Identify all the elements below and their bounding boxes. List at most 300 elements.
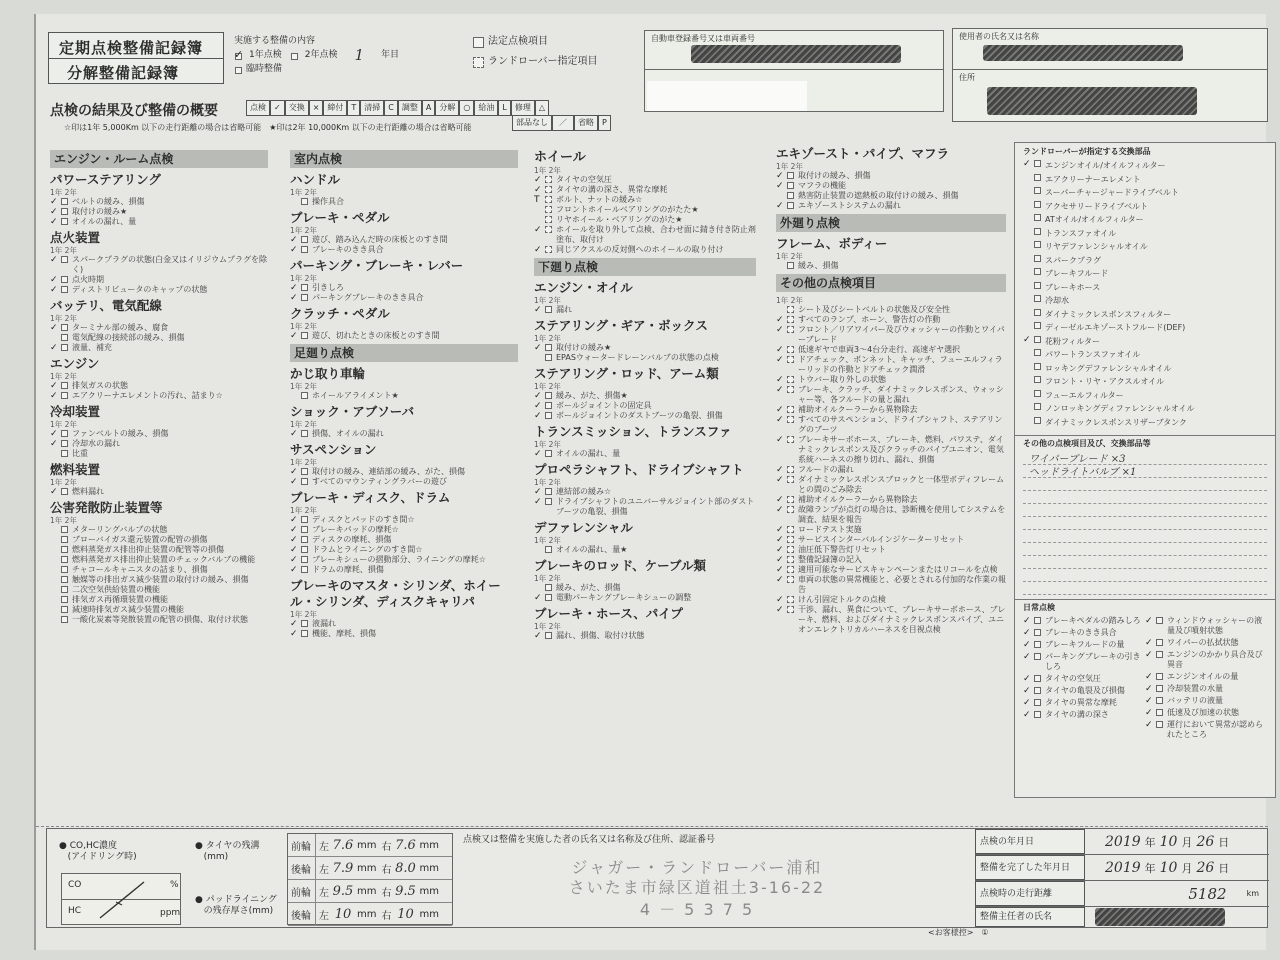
check-item [290, 391, 518, 401]
code-adjust-sym: A [422, 100, 435, 116]
check-item [290, 525, 518, 535]
column-wheel [534, 150, 756, 644]
check-item [290, 619, 518, 629]
check-mark-icon: ✓ [534, 175, 542, 185]
check-item [534, 411, 756, 421]
redaction-owner [983, 45, 1183, 61]
check-item [1023, 375, 1267, 389]
checkbox [1034, 699, 1041, 706]
year-header: 1年 2年 [50, 314, 77, 323]
item-label: トウバー取り外しの状態 [798, 375, 886, 384]
lr-label: ランドローバー指定項目 [488, 56, 598, 67]
item-label: 取付けの緩み★ [72, 207, 128, 216]
year-header: 1年 2年 [50, 188, 77, 197]
checkbox [545, 594, 552, 601]
checkbox [301, 556, 308, 563]
checkbox [301, 294, 308, 301]
check-mark-icon: ✓ [534, 631, 542, 641]
check-mark-icon: ✓ [776, 315, 784, 325]
check-mark-icon: ✓ [290, 293, 298, 303]
item-label: ATオイル/オイルフィルター [1045, 215, 1144, 224]
lr-checkbox [473, 57, 484, 68]
check-item [50, 575, 268, 585]
check-item [50, 595, 268, 605]
check-item [776, 545, 1006, 555]
check-mark-icon: ✓ [290, 535, 298, 545]
section-header: ホイール [534, 150, 586, 165]
checkbox [545, 354, 552, 361]
code-noparts: 部品なし [512, 115, 552, 131]
check-item [1023, 200, 1267, 214]
legend-title: 点検の結果及び整備の概要 [50, 103, 218, 119]
checkbox [787, 346, 794, 353]
checkbox [545, 196, 552, 203]
item-label: ブレーキ、クラッチ、ダイナミックレスポンス、ウォッシャー等、各フルードの量と漏れ [798, 385, 1004, 404]
checkbox [1156, 651, 1163, 658]
item-label: 比重 [72, 449, 88, 458]
checkbox [787, 416, 794, 423]
check-mark-icon: ✓ [290, 477, 298, 487]
item-label: ロードテスト実施 [798, 525, 862, 534]
check-item [534, 343, 756, 353]
item-label: 液量、補充 [72, 343, 112, 352]
check-mark-icon: ✓ [1145, 696, 1153, 706]
check-item [1023, 640, 1141, 650]
group-title: デファレンシャル [534, 520, 633, 535]
tire-label: ● タイヤの残溝 (mm) [195, 841, 260, 862]
group-title: エンジン [50, 356, 100, 371]
check-group [776, 146, 1006, 211]
check-mark-icon: ✓ [50, 323, 58, 333]
checkbox [1034, 641, 1041, 648]
check-group [50, 172, 268, 227]
year-header: 1年 2年 [290, 382, 317, 391]
item-label: EPASウォータードレーンバルブの状態の点検 [556, 353, 719, 362]
check-item [1145, 696, 1267, 706]
section-header: エンジン・ルーム点検 [50, 150, 268, 168]
axle-label: 前輪 [288, 834, 316, 856]
legend-note: ☆印は1年 5,000Km 以下の走行距離の場合は省略可能 ★印は2年 10,000Km 以下の走行距離の場合は省略可能 [64, 123, 472, 132]
item-label: エンジンのかかり具合及び異音 [1167, 650, 1263, 669]
group-title: ショック・アブソーバ [290, 404, 415, 419]
checkbox [787, 316, 794, 323]
mm-unit: mm [419, 908, 439, 920]
item-label: スパークプラグの状態(白金又はイリジウムプラグを除く) [72, 255, 268, 274]
checkbox [1034, 174, 1041, 181]
measure-row [288, 834, 452, 857]
date2-year: 2019 [1105, 859, 1141, 876]
check-item [50, 439, 268, 449]
check-item [50, 197, 268, 207]
item-label: エアクリーナエレメントの汚れ、詰まり☆ [72, 391, 223, 400]
check-item [534, 205, 756, 215]
check-item [50, 535, 268, 545]
check-mark-icon: T [534, 195, 540, 205]
check-item [1023, 294, 1267, 308]
item-label: ドラムの摩耗、損傷 [312, 565, 384, 574]
group-title: バッテリ、電気配線 [50, 298, 162, 313]
check-item [1023, 281, 1267, 295]
checkbox [1034, 363, 1041, 370]
co-label: CO [68, 880, 82, 890]
check-item [1145, 684, 1267, 694]
check-mark-icon: ✓ [290, 235, 298, 245]
check-item [290, 197, 518, 207]
checkbox [1034, 255, 1041, 262]
check-item [1145, 672, 1267, 682]
check-mark-icon: ✓ [1023, 640, 1031, 650]
year-header: 1年 2年 [776, 162, 803, 171]
right-label: 右 [381, 887, 392, 899]
check-group [290, 490, 518, 575]
check-mark-icon: ✓ [290, 429, 298, 439]
right-value: 7.6 [395, 837, 416, 853]
check-mark-icon: ✓ [776, 171, 784, 181]
item-label: 低速及び加速の状態 [1167, 708, 1240, 717]
check-item [776, 171, 1006, 181]
check-item [50, 605, 268, 615]
check-mark-icon: ✓ [776, 595, 784, 605]
check-group [534, 318, 756, 363]
checkbox [787, 566, 794, 573]
check-item [1145, 616, 1267, 636]
check-group [534, 462, 756, 517]
check-item [534, 449, 756, 459]
date2-month: 10 [1159, 859, 1178, 876]
axle-label: 後輪 [288, 857, 316, 879]
record-sheet [34, 14, 1266, 950]
check-item [50, 449, 268, 459]
mm-unit: mm [419, 839, 439, 851]
check-item [50, 429, 268, 439]
check-mark-icon: ✓ [1023, 710, 1031, 720]
reg-label: 自動車登録番号又は車両番号 [651, 34, 755, 43]
item-label: ドアチェック、ボンネット、キャッチ、フューエルフィラーリッドの作動とドアチェック潤滑 [798, 355, 1003, 374]
item-label: 機能、摩耗、損傷 [312, 629, 376, 638]
shop-name: ジャガー・ランドローバー浦和 [571, 858, 823, 877]
check-item [776, 191, 1006, 201]
checkbox [787, 192, 794, 199]
item-label: トランスファオイル [1045, 228, 1117, 238]
checkbox [301, 468, 308, 475]
checkbox [1034, 675, 1041, 682]
check-mark-icon: ✓ [776, 505, 784, 515]
checkbox [787, 536, 794, 543]
item-label: 熱害防止装置の遮熱板の取付けの緩み、損傷 [798, 191, 959, 200]
check-item [50, 285, 268, 295]
checkbox [787, 386, 794, 393]
check-item [1023, 616, 1141, 626]
item-label: ダイナミックレスポンスブロックと一体型ボディフレームとの間のごみ除去 [798, 475, 1005, 494]
check-mark-icon: ✓ [534, 391, 542, 401]
right-value: 9.5 [395, 883, 416, 899]
checkbox [301, 478, 308, 485]
axle-label: 後輪 [288, 903, 316, 925]
checkbox [787, 496, 794, 503]
check-item [290, 331, 518, 341]
check-item [776, 405, 1006, 415]
check-mark-icon: ✓ [290, 555, 298, 565]
item-label: タイヤの空気圧 [556, 175, 612, 184]
check-group [290, 258, 518, 303]
item-label: けん引固定トルクの点検 [798, 595, 886, 604]
check-mark-icon: ✓ [534, 401, 542, 411]
group-title: ブレーキのマスタ・シリンダ、ホイール・シリンダ、ディスクキャリパ [290, 578, 501, 609]
check-item [1023, 686, 1141, 696]
km-unit: km [1246, 888, 1259, 898]
year-header: 1年 2年 [50, 516, 77, 525]
item-label: ボールジョイントのダストブーツの亀裂、損傷 [556, 411, 723, 420]
checkbox [61, 324, 68, 331]
check-mark-icon: ✓ [776, 325, 784, 335]
check-item [1023, 267, 1267, 281]
item-label: 電動パーキングブレーキシューの調整 [556, 593, 692, 602]
check-item [534, 401, 756, 411]
item-label: 遊び、切れたときの床板とのすき間 [312, 331, 440, 340]
check-mark-icon: ✓ [534, 185, 542, 195]
check-item [290, 535, 518, 545]
check-mark-icon: ✓ [776, 345, 784, 355]
checkbox [545, 206, 552, 213]
item-label: チャコールキャニスタの詰まり、損傷 [72, 565, 208, 574]
item-label: 整備記録簿の記入 [798, 555, 862, 564]
item-label: 燃料漏れ [72, 487, 104, 496]
checkbox [787, 466, 794, 473]
daily-left [1023, 616, 1141, 742]
left-value: 9.5 [332, 883, 354, 899]
check-item [1023, 402, 1267, 416]
check-item [290, 467, 518, 477]
check-item [1023, 674, 1141, 684]
date1-year: 2019 [1105, 833, 1141, 850]
section-header: 室内点検 [290, 150, 518, 168]
left-value: 7.9 [332, 860, 354, 876]
check-group [776, 236, 1006, 271]
code-tighten-sym: T [347, 100, 360, 116]
check-item [776, 535, 1006, 545]
check-item [1023, 159, 1267, 173]
check-mark-icon: ✓ [534, 343, 542, 353]
checkbox [1034, 268, 1041, 275]
check-group [50, 500, 268, 625]
checkbox [787, 506, 794, 513]
item-label: メターリングバルブの状態 [72, 525, 168, 534]
checkbox [301, 620, 308, 627]
item-label: ダイナミックレスポンスリザーブタンク [1045, 417, 1187, 427]
item-label: ディストリビュータのキャップの状態 [72, 285, 208, 294]
checkbox [1034, 653, 1041, 660]
check-mark-icon: ✓ [290, 565, 298, 575]
item-label: 排気ガスの状態 [72, 381, 128, 390]
check-mark-icon: ✓ [50, 275, 58, 285]
check-item [1023, 213, 1267, 227]
group-title: 公害発散防止装置等 [50, 500, 163, 515]
check-item [534, 305, 756, 315]
checkbox [787, 576, 794, 583]
right-label: 右 [381, 864, 392, 876]
checkbox [301, 236, 308, 243]
code-repair: 修理 [511, 100, 535, 116]
check-item [776, 575, 1006, 595]
opt2-label: 2年点検 [304, 50, 338, 60]
check-item [1023, 348, 1267, 362]
check-group [290, 578, 518, 639]
year-header: 1年 2年 [534, 334, 561, 343]
check-mark-icon: ✓ [290, 525, 298, 535]
checkbox [787, 182, 794, 189]
check-item [776, 385, 1006, 405]
item-label: ターミナル部の緩み、腐食 [72, 323, 169, 332]
item-label: 触媒等の排出ガス減少装置の取付けの緩み、損傷 [72, 575, 249, 584]
checkbox [545, 402, 552, 409]
check-item [534, 225, 756, 245]
checkbox [61, 450, 68, 457]
check-item [50, 207, 268, 217]
item-label: 低速ギヤで車両3～4台分走行、高速ギヤ選択 [798, 345, 961, 354]
group-title: ステアリング・ギア・ボックス [534, 318, 708, 333]
check-item [776, 345, 1006, 355]
check-item [1145, 650, 1267, 670]
checkbox [1034, 228, 1041, 235]
check-item [534, 185, 756, 195]
check-item [290, 293, 518, 303]
column-exhaust-other [776, 146, 1006, 638]
checkbox [301, 526, 308, 533]
checkbox [545, 498, 552, 505]
checkbox [787, 306, 794, 313]
checkbox [301, 566, 308, 573]
checkbox [787, 476, 794, 483]
check-item [776, 605, 1006, 635]
other-title: その他の点検項目及び、交換部品等 [1023, 439, 1151, 448]
checkbox [1034, 282, 1041, 289]
check-item [1145, 638, 1267, 648]
mm-unit: mm [357, 862, 377, 874]
check-item [776, 595, 1006, 605]
left-label: 左 [319, 864, 329, 876]
item-label: スパークプラグ [1045, 255, 1101, 265]
item-label: 車両の状態の異常機能と、必要とされる付加的な作業の報告 [798, 575, 1006, 594]
check-item [776, 525, 1006, 535]
check-mark-icon: ✓ [1145, 720, 1153, 730]
date2-label: 整備を完了した年月日 [975, 855, 1085, 880]
check-item [776, 565, 1006, 575]
checkbox [545, 488, 552, 495]
group-title: ハンドル [290, 172, 341, 187]
check-item [50, 391, 268, 401]
item-label: 運行において異常が認められたところ [1167, 720, 1264, 739]
checkbox [1034, 201, 1041, 208]
mm-unit: mm [357, 839, 377, 851]
item-label: 故障ランプが点灯の場合は、診断機を使用してシステムを調査、結果を報告 [798, 505, 1006, 524]
opt3-checkbox [235, 67, 242, 74]
left-value: 7.6 [332, 837, 354, 853]
chief-label: 整備主任者の氏名 [975, 907, 1085, 927]
checkbox [545, 226, 552, 233]
item-label: フューエルフィルター [1045, 390, 1124, 400]
check-mark-icon: ✓ [1023, 698, 1031, 708]
item-label: パーキングブレーキの引きしろ [1045, 652, 1141, 671]
legal-checkbox [473, 37, 484, 48]
year-header: 1年 2年 [534, 478, 561, 487]
checkbox [61, 286, 68, 293]
item-label: すべてのマウンティングラバーの遊び [312, 477, 448, 486]
check-mark-icon: ✓ [534, 305, 542, 315]
check-mark-icon: ✓ [50, 381, 58, 391]
check-group [534, 520, 756, 555]
redaction-reg [691, 45, 901, 63]
item-label: 同じアクスルの反対側へのホイールの取り付け [556, 245, 724, 254]
item-label: 二次空気供給装置の機能 [72, 585, 160, 594]
perforation [36, 826, 1268, 827]
check-item [50, 615, 268, 625]
check-item [1023, 186, 1267, 200]
check-mark-icon: ✓ [776, 525, 784, 535]
check-group [50, 404, 268, 459]
item-label: ブレーキパッドの摩耗☆ [312, 525, 399, 534]
checkbox [1034, 390, 1041, 397]
co-hc-strike-icon [92, 878, 152, 922]
measure-row [288, 880, 452, 903]
code-clean-sym: C [384, 100, 398, 116]
axle-label: 前輪 [288, 880, 316, 902]
checkbox [787, 606, 794, 613]
item-label: アクセサリードライブベルト [1045, 201, 1148, 211]
checkbox [1034, 403, 1041, 410]
year-unit: 年目 [381, 50, 400, 60]
group-title: 点火装置 [50, 230, 101, 245]
item-label: バッテリの液量 [1167, 696, 1224, 705]
co-unit: % [170, 880, 179, 890]
item-label: タイヤの空気圧 [1045, 674, 1101, 683]
check-item [290, 515, 518, 525]
group-title: ブレーキ・ホース、パイプ [534, 606, 683, 621]
check-item [776, 415, 1006, 435]
check-item [290, 245, 518, 255]
item-label: 冷却水の漏れ [72, 439, 120, 448]
check-group [50, 462, 268, 497]
year-header: 1年 2年 [534, 440, 561, 449]
item-label: 緩み、がた、損傷 [556, 583, 621, 592]
check-mark-icon: ✓ [1145, 616, 1153, 626]
group-title: エキゾースト・パイプ、マフラ [776, 146, 950, 161]
checkbox [61, 198, 68, 205]
registration-box [644, 30, 944, 112]
check-item [534, 487, 756, 497]
code-replace-sym: × [309, 100, 324, 116]
item-label: エキゾーストシステムの漏れ [798, 201, 901, 210]
check-mark-icon: ✓ [50, 391, 58, 401]
left-label: 左 [319, 887, 329, 899]
year-header: 1年 2年 [534, 166, 561, 175]
code-repair-sym: △ [535, 100, 549, 116]
checkbox [545, 344, 552, 351]
date1-month: 10 [1159, 833, 1178, 850]
check-item [50, 487, 268, 497]
user-label: 使用者の氏名又は名称 [959, 32, 1039, 41]
item-label: 緩み、がた、損傷★ [556, 391, 628, 400]
checkbox [545, 216, 552, 223]
check-item [1023, 227, 1267, 241]
title-periodic: 定期点検整備記録簿 [59, 39, 204, 57]
item-label: すべてのサスペンション、ドライブシャフト、ステアリングのブーツ [798, 415, 1003, 434]
check-item [776, 181, 1006, 191]
check-group [534, 366, 756, 421]
item-label: 取付けの緩み、連結部の緩み、がた、損傷 [312, 467, 465, 476]
checkbox [1034, 336, 1041, 343]
item-label: エンジンオイルの量 [1167, 672, 1239, 681]
item-label: 一酸化炭素等発散装置の配管の損傷、取付け状態 [72, 615, 248, 624]
